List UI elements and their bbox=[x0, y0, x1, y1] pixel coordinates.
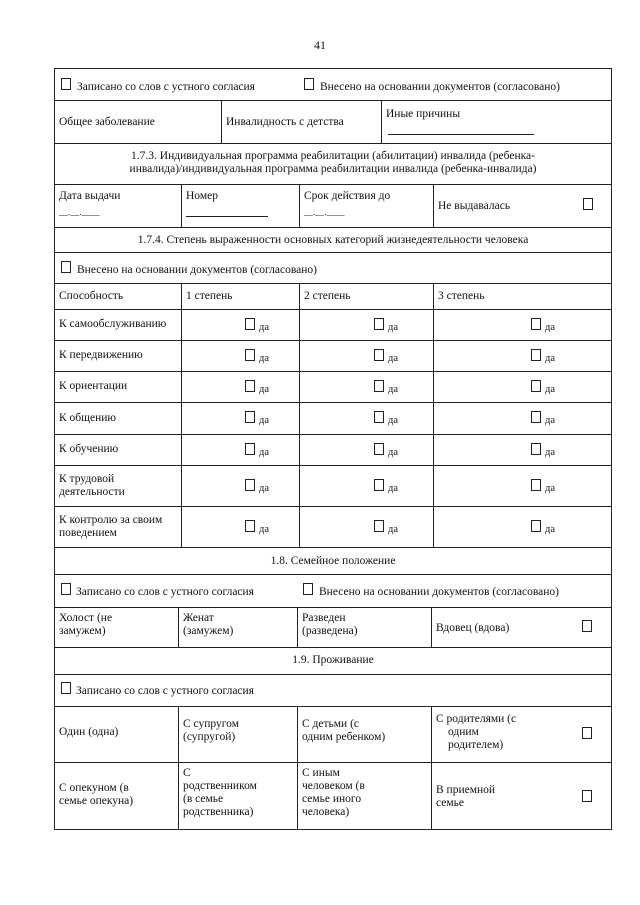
documents-checkbox[interactable] bbox=[304, 78, 314, 90]
degree-3-yes-checkbox[interactable] bbox=[531, 318, 541, 330]
other-reasons-label: Иные причины bbox=[386, 108, 461, 120]
degree-1-yes-label: да bbox=[259, 383, 270, 395]
single-label: Холост (не замужем) bbox=[59, 612, 113, 637]
ability-row-label: К передвижению bbox=[59, 349, 143, 361]
degree-2-yes-label: да bbox=[388, 446, 399, 458]
degree-1-yes-checkbox[interactable] bbox=[245, 318, 255, 330]
childhood-disability-label: Инвалидность с детства bbox=[226, 116, 344, 128]
section-1-9-title: 1.9. Проживание bbox=[292, 654, 374, 666]
with-children-label: С детьми (с одним ребенком) bbox=[302, 718, 386, 743]
degree-2-yes-label: да bbox=[388, 383, 399, 395]
degree-2-yes-label: да bbox=[388, 352, 399, 364]
col-header-ability: Способность bbox=[59, 290, 124, 302]
section-1-7-4-title: 1.7.4. Степень выраженности основных категорий жизнедеятельности человека bbox=[137, 234, 529, 246]
section-1-7-3-title: 1.7.3. Индивидуальная программа реабилитации (абилитации) инвалида (ребенка- инвалида)/индивидуальная программа реабилитации инвалида (ребенка-инвалида) bbox=[129, 150, 537, 175]
s18-documents-label: Внесено на основании документов (согласовано) bbox=[319, 586, 559, 598]
degree-3-yes-checkbox[interactable] bbox=[531, 520, 541, 532]
s19-oral-checkbox[interactable] bbox=[61, 682, 71, 694]
degree-3-yes-checkbox[interactable] bbox=[531, 443, 541, 455]
foster-family-checkbox[interactable] bbox=[582, 790, 592, 802]
issue-date-label: Дата выдачи bbox=[59, 190, 121, 202]
degree-3-yes-label: да bbox=[545, 415, 556, 426]
number-label: Номер bbox=[186, 190, 218, 202]
degree-3-yes-checkbox[interactable] bbox=[531, 380, 541, 392]
with-other-person-label: С иным человеком (в семье иного человека) bbox=[302, 767, 365, 818]
section-1-8-title: 1.8. Семейное положение bbox=[270, 555, 396, 567]
validity-label: Срок действия до bbox=[304, 190, 391, 202]
degree-3-yes-checkbox[interactable] bbox=[531, 411, 541, 423]
not-issued-label: Не выдавалась bbox=[438, 200, 511, 212]
alone-label: Один (одна) bbox=[59, 726, 119, 738]
validity-field[interactable]: __.__.____ bbox=[304, 207, 345, 217]
oral-consent-checkbox[interactable] bbox=[61, 78, 71, 90]
not-issued-checkbox[interactable] bbox=[583, 198, 593, 210]
degree-1-yes-checkbox[interactable] bbox=[245, 479, 255, 491]
degree-1-yes-label: да bbox=[259, 415, 270, 426]
degree-1-yes-label: да bbox=[259, 523, 270, 535]
s18-oral-checkbox[interactable] bbox=[61, 583, 71, 595]
with-parents-checkbox[interactable] bbox=[582, 727, 592, 739]
degree-2-yes-checkbox[interactable] bbox=[374, 318, 384, 330]
degree-2-yes-label: да bbox=[388, 415, 399, 426]
degree-3-yes-label: да bbox=[545, 321, 556, 333]
divorced-label: Разведен (разведена) bbox=[302, 612, 358, 637]
ability-row-label: К общению bbox=[59, 411, 117, 424]
foster-family-label: В приемной семье bbox=[436, 784, 496, 809]
degree-2-yes-label: да bbox=[388, 523, 399, 535]
degree-3-yes-label: да bbox=[545, 523, 556, 535]
number-field[interactable] bbox=[186, 216, 268, 217]
s174-documents-label: Внесено на основании документов (согласовано) bbox=[77, 264, 317, 276]
ability-row-label: К контролю за своим поведением bbox=[59, 513, 163, 539]
degree-1-yes-label: да bbox=[259, 446, 270, 458]
degree-1-yes-checkbox[interactable] bbox=[245, 349, 255, 361]
ability-row-label: К обучению bbox=[59, 443, 119, 455]
degree-1-yes-label: да bbox=[259, 321, 270, 333]
degree-2-yes-checkbox[interactable] bbox=[374, 443, 384, 455]
with-relative-label: С родственником (в семье родственника) bbox=[183, 767, 257, 818]
ability-row-label: К самообслуживанию bbox=[59, 318, 167, 330]
ability-row-label: К ориентации bbox=[59, 380, 128, 392]
degree-1-yes-checkbox[interactable] bbox=[245, 411, 255, 423]
degree-3-yes-checkbox[interactable] bbox=[531, 479, 541, 491]
s18-documents-checkbox[interactable] bbox=[303, 583, 313, 595]
degree-1-yes-checkbox[interactable] bbox=[245, 443, 255, 455]
general-disease-label: Общее заболевание bbox=[59, 116, 155, 128]
with-parents-label: С родителями (с одним родителем) bbox=[436, 713, 517, 751]
col-header-degree-1: 1 степень bbox=[186, 290, 233, 302]
degree-3-yes-label: да bbox=[545, 383, 556, 395]
with-guardian-label: С опекуном (в семье опекуна) bbox=[59, 782, 134, 807]
widowed-checkbox[interactable] bbox=[582, 620, 592, 632]
degree-3-yes-label: да bbox=[545, 482, 556, 494]
degree-2-yes-checkbox[interactable] bbox=[374, 479, 384, 491]
page-number: 41 bbox=[314, 38, 326, 52]
degree-3-yes-label: да bbox=[545, 446, 556, 458]
oral-consent-label: Записано со слов с устного согласия bbox=[77, 81, 255, 93]
col-header-degree-3: 3 степень bbox=[438, 290, 485, 302]
issue-date-field[interactable]: __.__.____ bbox=[59, 207, 100, 217]
degree-3-yes-checkbox[interactable] bbox=[531, 349, 541, 361]
married-label: Женат (замужем) bbox=[183, 612, 234, 637]
degree-2-yes-label: да bbox=[388, 482, 399, 494]
degree-3-yes-label: да bbox=[545, 352, 556, 364]
col-header-degree-2: 2 степень bbox=[304, 290, 351, 302]
degree-1-yes-checkbox[interactable] bbox=[245, 520, 255, 532]
other-reasons-field[interactable] bbox=[388, 134, 534, 135]
ability-row-label: К трудовой деятельности bbox=[59, 472, 125, 498]
degree-2-yes-checkbox[interactable] bbox=[374, 411, 384, 423]
s19-oral-label: Записано со слов с устного согласия bbox=[76, 685, 254, 697]
documents-label: Внесено на основании документов (согласовано) bbox=[320, 81, 560, 93]
degree-2-yes-label: да bbox=[388, 321, 399, 333]
degree-1-yes-label: да bbox=[259, 482, 270, 494]
with-spouse-label: С супругом (супругой) bbox=[183, 718, 239, 743]
s18-oral-label: Записано со слов с устного согласия bbox=[76, 586, 254, 598]
degree-2-yes-checkbox[interactable] bbox=[374, 520, 384, 532]
degree-1-yes-label: да bbox=[259, 352, 270, 364]
widowed-label: Вдовец (вдова) bbox=[436, 622, 510, 634]
degree-2-yes-checkbox[interactable] bbox=[374, 349, 384, 361]
s174-documents-checkbox[interactable] bbox=[61, 261, 71, 273]
degree-2-yes-checkbox[interactable] bbox=[374, 380, 384, 392]
degree-1-yes-checkbox[interactable] bbox=[245, 380, 255, 392]
